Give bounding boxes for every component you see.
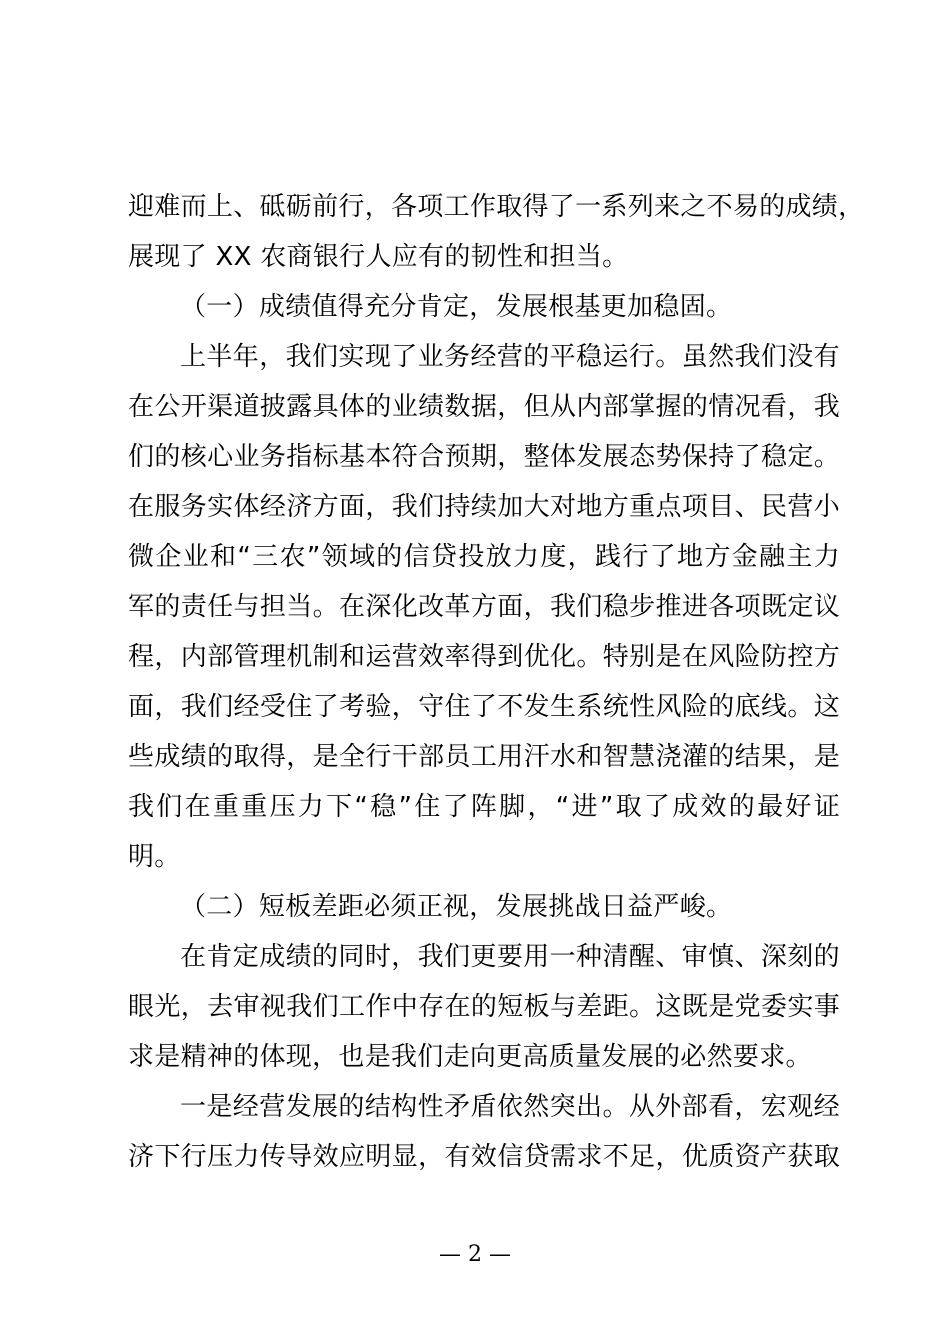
paragraph-line: 军的责任与担当。在深化改革方面，我们稳步推进各项既定议 bbox=[128, 592, 840, 622]
paragraph-line: 一是经营发展的结构性矛盾依然突出。从外部看，宏观经 bbox=[180, 1092, 840, 1122]
paragraph-line: 迎难而上、砥砺前行，各项工作取得了一系列来之不易的成绩， bbox=[128, 192, 865, 222]
section-heading: （一）成绩值得充分肯定，发展根基更加稳固。 bbox=[180, 292, 733, 322]
paragraph-line: 在服务实体经济方面，我们持续加大对地方重点项目、民营小 bbox=[128, 492, 840, 522]
paragraph-line: 些成绩的取得，是全行干部员工用汗水和智慧浇灌的结果，是 bbox=[128, 742, 840, 772]
paragraph-line: 济下行压力传导效应明显，有效信贷需求不足，优质资产获取 bbox=[128, 1142, 840, 1172]
paragraph-line: 我们在重重压力下“稳”住了阵脚，“进”取了成效的最好证 bbox=[128, 792, 840, 822]
page-number: — 2 — bbox=[439, 1242, 511, 1267]
paragraph-line: 求是精神的体现，也是我们走向更高质量发展的必然要求。 bbox=[128, 1042, 812, 1072]
paragraph-line: 展现了 XX 农商银行人应有的韧性和担当。 bbox=[128, 242, 629, 272]
paragraph-line: 上半年，我们实现了业务经营的平稳运行。虽然我们没有 bbox=[180, 342, 840, 372]
section-heading: （二）短板差距必须正视，发展挑战日益严峻。 bbox=[180, 892, 733, 922]
paragraph-line: 程，内部管理机制和运营效率得到优化。特别是在风险防控方 bbox=[128, 642, 840, 672]
paragraph-line: 在公开渠道披露具体的业绩数据，但从内部掌握的情况看，我 bbox=[128, 392, 840, 422]
paragraph-line: 眼光，去审视我们工作中存在的短板与差距。这既是党委实事 bbox=[128, 992, 840, 1022]
paragraph-line: 面，我们经受住了考验，守住了不发生系统性风险的底线。这 bbox=[128, 692, 840, 722]
paragraph-line: 明。 bbox=[128, 842, 181, 872]
paragraph-line: 微企业和“三农”领域的信贷投放力度，践行了地方金融主力 bbox=[128, 542, 840, 572]
paragraph-line: 们的核心业务指标基本符合预期，整体发展态势保持了稳定。 bbox=[128, 442, 840, 472]
paragraph-line: 在肯定成绩的同时，我们更要用一种清醒、审慎、深刻的 bbox=[180, 942, 840, 972]
